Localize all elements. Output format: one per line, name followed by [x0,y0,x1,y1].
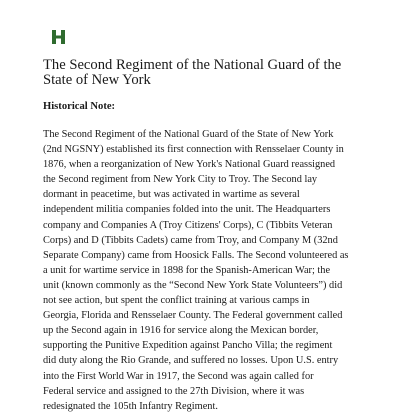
body-line: independent militia companies folded into the unit. The Headquarters [43,204,331,216]
body-line: supporting the Punitive Expedition against Pancho Villa; the regiment [43,340,333,352]
body-line: redesignated the 105th Infantry Regiment. [43,400,218,412]
body-line: Separate Company) came from Hoosick Falls. The Second volunteered as [43,249,349,261]
body-line: dormant in peacetime, but was activated in wartime as several [43,189,300,201]
body-line: unit (known commonly as the “Second New York State Volunteers”) did [43,279,343,291]
title-line: State of New York [43,72,151,88]
page-title [43,58,363,88]
body-line: Corps) and D (Tibbits Cadets) came from Troy, and Company M (32nd [43,234,338,246]
historical-note-text [43,127,363,414]
body-line: The Second Regiment of the National Guard of the State of New York [43,129,334,140]
h-logo-icon[interactable] [52,30,65,44]
body-line: Federal service and assigned to the 27th Division, where it was [43,385,305,397]
section-heading: Historical Note: [43,101,116,112]
body-line: 1876, when a reorganization of New York's National Guard reassigned [43,159,336,171]
body-line: not see action, but spent the conflict training at various camps in [43,295,310,307]
body-line: up the Second again in 1916 for service along the Mexican border, [43,325,319,337]
body-line: into the First World War in 1917, the Second was again called for [43,370,314,382]
body-line: company and Companies A (Troy Citizens' Corps), C (Tibbits Veteran [43,219,333,231]
body-line: did duty along the Rio Grande, and suffered no losses. Upon U.S. entry [43,355,339,367]
body-line: (2nd NGSNY) established its first connection with Rensselaer County in [43,144,344,156]
body-line: a unit for wartime service in 1898 for the Spanish-American War; the [43,264,331,276]
title-line: The Second Regiment of the National Guard of the [43,57,342,73]
body-line: the Second regiment from New York City to Troy. The Second lay [43,174,318,186]
body-line: Georgia, Florida and Rensselaer County. The Federal government called [43,310,343,322]
